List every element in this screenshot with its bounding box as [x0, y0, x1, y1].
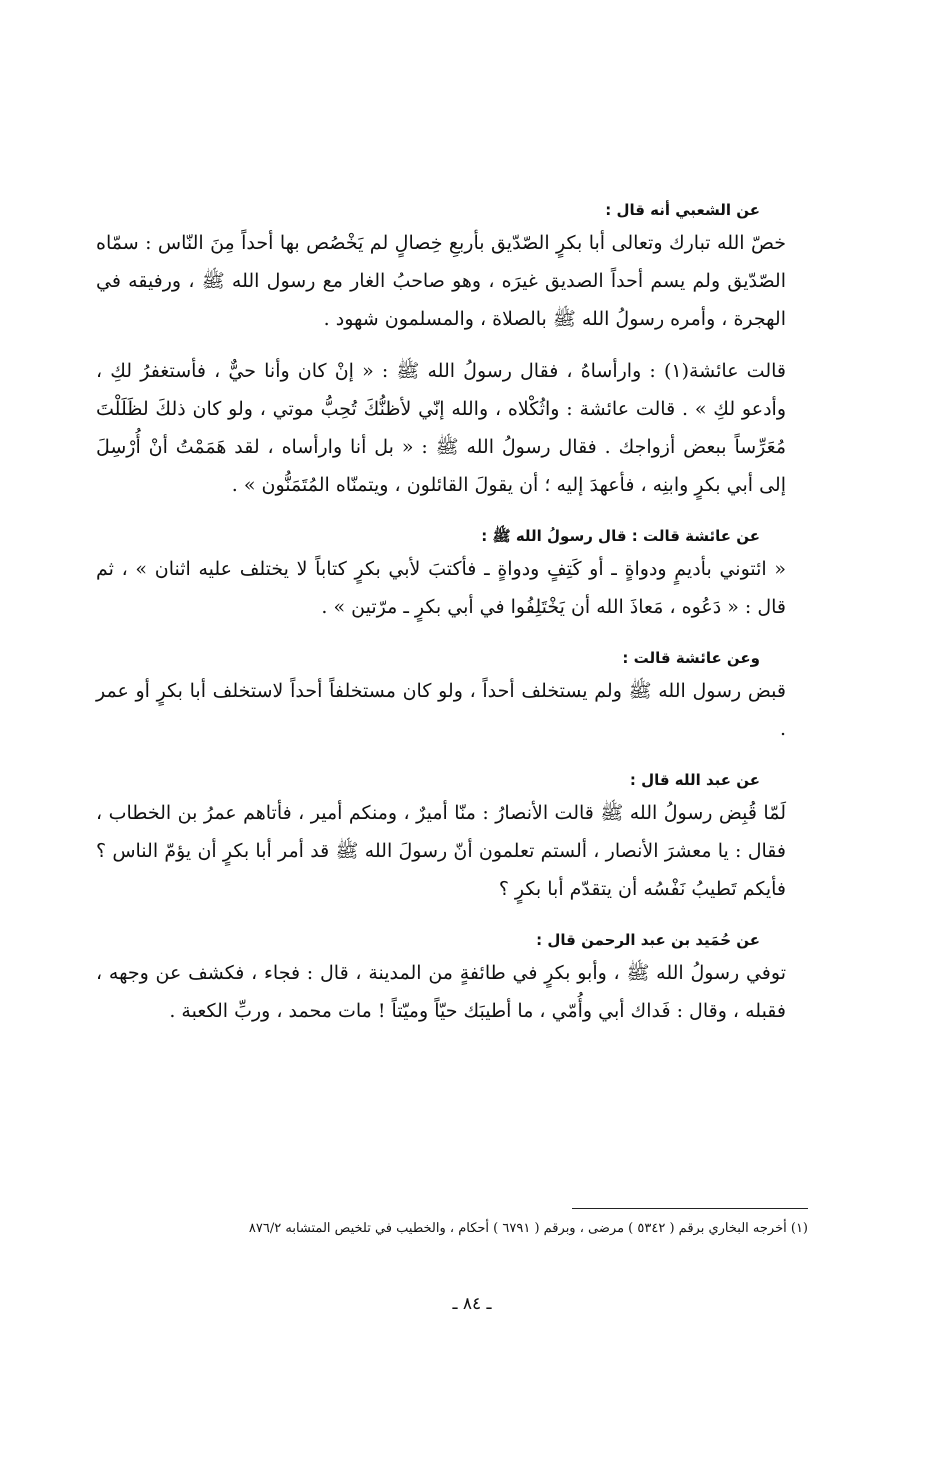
footnote: (١) أخرجه البخاري برقم ( ٥٣٤٢ ) مرضى ، وبرقم ( ٦٧٩١ ) أحكام ، والخطيب في تلخيص المتشابه ٨٧٦/٢	[248, 1221, 808, 1236]
paragraph: توفي رسولُ الله ﷺ ، وأبو بكرٍ في طائفةٍ من المدينة ، قال : فجاء ، فكشف عن وجهه ، فقبله ، وقال : فَداك أبي وأُمّي ، ما أطيبَك حيّاً وميّتاً ! مات محمد ، وربِّ الكعبة .	[96, 962, 786, 1022]
paragraph: قبض رسول الله ﷺ ولم يستخلف أحداً ، ولو كان مستخلفاً أحداً لاستخلف أبا بكرٍ أو عمر .	[96, 680, 786, 740]
section-abdullah	[96, 768, 808, 908]
section-heading: عن الشعبي أنه قال :	[605, 201, 760, 219]
section-heading: عن عبد الله قال :	[629, 771, 760, 789]
paragraph: خصّ الله تبارك وتعالى أبا بكرٍ الصّدّيق بأربعِ خِصالٍ لم يَخْصُص بها أحداً مِنَ النّاس : سمّاه الصّدّيق ولم يسم أحداً الصديق غيرَه ، وهو صاحبُ الغار مع رسول الله ﷺ ، ورفيقه في الهجرة ، وأمره رسولُ الله ﷺ بالصلاة ، والمسلمون شهود .	[96, 232, 786, 330]
page-body	[96, 198, 808, 1050]
paragraph: لَمّا قُبِض رسولُ الله ﷺ قالت الأنصارُ : منّا أميرٌ ، ومنكم أمير ، فأتاهم عمرُ بن الخطاب ، فقال : يا معشرَ الأنصار ، ألستم تعلمون أنّ رسولَ الله ﷺ قد أمر أبا بكرٍ أن يؤمّ الناس ؟ فأيكم تَطيبُ نَفْسُه أن يتقدّم أبا بكرٍ ؟	[96, 802, 786, 900]
section-aisha-1	[96, 524, 808, 626]
footnote-divider	[572, 1208, 808, 1209]
paragraph: « ائتوني بأديمٍ ودواةٍ ـ أو كَتِفٍ ودواةٍ ـ فأكتبَ لأبي بكرٍ كتاباً لا يختلف عليه اثنان » ، ثم قال : « دَعُوه ، مَعاذَ الله أن يَخْتَلِفُوا في أبي بكرٍ ـ مرّتين » .	[96, 558, 786, 618]
section-aisha-2	[96, 646, 808, 748]
section-heading: وعن عائشة قالت :	[622, 649, 760, 667]
section-heading: عن حُمَيد بن عبد الرحمن قال :	[536, 931, 760, 949]
section-humaid	[96, 928, 808, 1030]
section-shaabi	[96, 198, 808, 504]
section-heading: عن عائشة قالت : قال رسولُ الله ﷺ :	[481, 527, 760, 545]
paragraph: قالت عائشة(١) : وارأساهُ ، فقال رسولُ الله ﷺ : « إنْ كان وأنا حيٌّ ، فأستغفرُ لكِ ، وأدعو لكِ » . قالت عائشة : واثُكْلاه ، والله إنّي لأظنُّكَ تُحِبُّ موتي ، ولو كان ذلكَ لظَلَلْتَ مُعَرِّساً ببعض أزواجك . فقال رسولُ الله ﷺ : « بل أنا وارأساه ، لقد هَمَمْتُ أنْ أُرْسِلَ إلى أبي بكرٍ وابنِه ، فأعهدَ إليه ؛ أن يقولَ القائلون ، ويتمنّاه المُتَمَنُّون » .	[96, 360, 786, 496]
page-number: ـ ٨٤ ـ	[452, 1294, 492, 1314]
